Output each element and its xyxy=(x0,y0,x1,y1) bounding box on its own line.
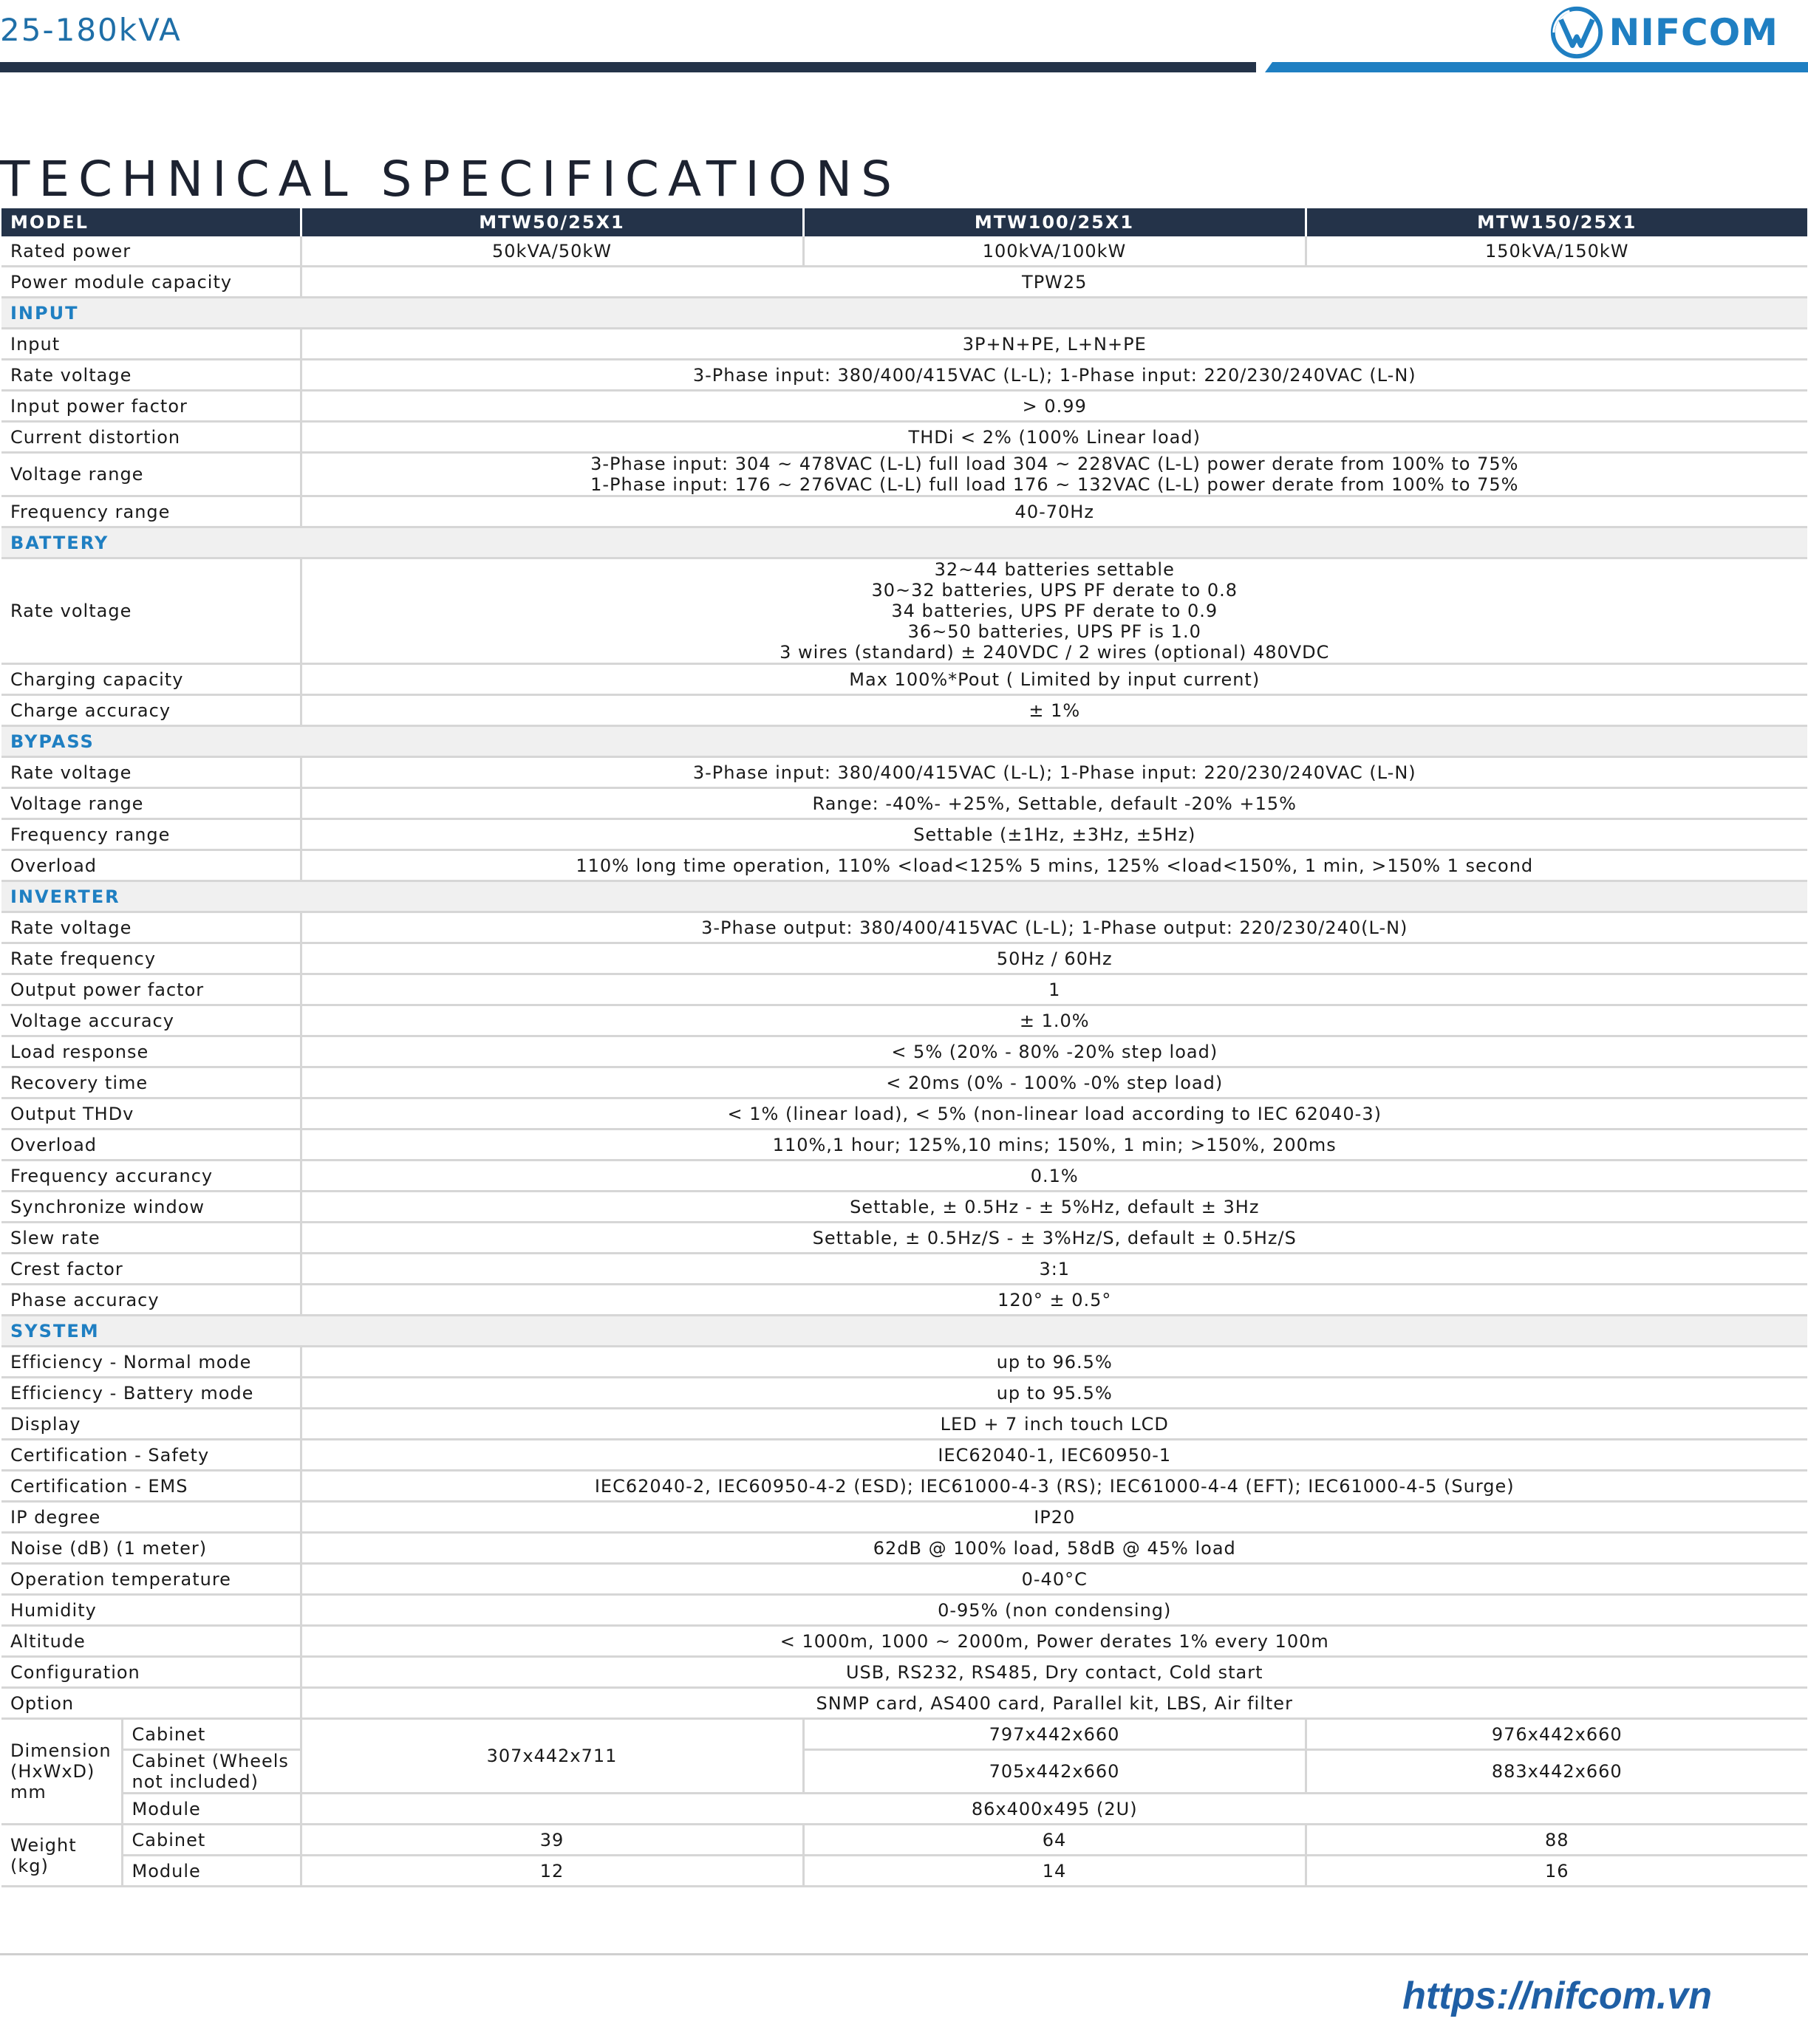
row-label: Power module capacity xyxy=(1,267,301,298)
table-row xyxy=(1,1750,1807,1794)
table-row xyxy=(1,360,1807,391)
cell-value: 16 xyxy=(1306,1856,1807,1887)
cell-value: 40-70Hz xyxy=(301,496,1807,527)
row-label: Recovery time xyxy=(1,1067,301,1098)
table-row xyxy=(1,757,1807,788)
cell-value: > 0.99 xyxy=(301,391,1807,422)
cell-value: < 1% (linear load), < 5% (non-linear load according to IEC 62040-3) xyxy=(301,1098,1807,1129)
cell-line: 36~50 batteries, UPS PF is 1.0 xyxy=(907,621,1201,642)
cell-value: 883x442x660 xyxy=(1306,1750,1807,1794)
nifcom-logo xyxy=(1548,3,1778,62)
row-label: Synchronize window xyxy=(1,1192,301,1223)
table-row xyxy=(1,1254,1807,1285)
table-row xyxy=(1,496,1807,527)
cell-value: 3P+N+PE, L+N+PE xyxy=(301,329,1807,360)
row-label: Certification - EMS xyxy=(1,1471,301,1502)
cell-value: 3:1 xyxy=(301,1254,1807,1285)
cell-value: SNMP card, AS400 card, Parallel kit, LBS, Air filter xyxy=(301,1688,1807,1719)
table-row xyxy=(1,453,1807,496)
cell-value: 39 xyxy=(301,1825,803,1856)
logo-wordmark: NIFCOM xyxy=(1609,11,1778,54)
table-row xyxy=(1,267,1807,298)
cell-value: IEC62040-2, IEC60950-4-2 (ESD); IEC61000-4-3 (RS); IEC61000-4-4 (EFT); IEC61000-4-5 (Surge) xyxy=(301,1471,1807,1502)
row-label: Input xyxy=(1,329,301,360)
cell-value: up to 96.5% xyxy=(301,1347,1807,1378)
cell-value-multiline xyxy=(301,558,1807,664)
table-row xyxy=(1,1036,1807,1067)
table-row xyxy=(1,1098,1807,1129)
cell-line: 3 wires (standard) ± 240VDC / 2 wires (optional) 480VDC xyxy=(780,642,1330,663)
cell-line: 34 batteries, UPS PF derate to 0.9 xyxy=(891,601,1218,621)
section-fill xyxy=(301,1316,1807,1347)
row-label: Output power factor xyxy=(1,974,301,1005)
cell-value: < 5% (20% - 80% -20% step load) xyxy=(301,1036,1807,1067)
table-row xyxy=(1,1161,1807,1192)
table-row xyxy=(1,664,1807,695)
row-label: Rate voltage xyxy=(1,757,301,788)
cell-value: 50Hz / 60Hz xyxy=(301,943,1807,974)
row-label: Charging capacity xyxy=(1,664,301,695)
sub-label: Module xyxy=(122,1794,301,1825)
table-row xyxy=(1,1564,1807,1595)
row-label: Frequency range xyxy=(1,496,301,527)
cell-value: ± 1% xyxy=(301,695,1807,726)
table-row xyxy=(1,1129,1807,1161)
cell-value: 110%,1 hour; 125%,10 mins; 150%, 1 min; >150%, 200ms xyxy=(301,1129,1807,1161)
table-row xyxy=(1,1471,1807,1502)
table-row xyxy=(1,1409,1807,1440)
section-fill xyxy=(301,726,1807,757)
row-label: Voltage accuracy xyxy=(1,1005,301,1036)
section-title: BATTERY xyxy=(1,527,301,558)
cell-value: 86x400x495 (2U) xyxy=(301,1794,1807,1825)
cell-line: 30~32 batteries, UPS PF derate to 0.8 xyxy=(871,580,1238,601)
cell-value: 88 xyxy=(1306,1825,1807,1856)
cell-value: 0-95% (non condensing) xyxy=(301,1595,1807,1626)
row-label: Charge accuracy xyxy=(1,695,301,726)
row-label: Phase accuracy xyxy=(1,1285,301,1316)
cell-value: 307x442x711 xyxy=(301,1719,803,1794)
table-row xyxy=(1,558,1807,664)
section-header-row xyxy=(1,881,1807,912)
row-label: Voltage range xyxy=(1,788,301,819)
section-fill xyxy=(301,881,1807,912)
cell-value: 150kVA/150kW xyxy=(1306,236,1807,267)
table-row xyxy=(1,1067,1807,1098)
table-row xyxy=(1,1626,1807,1657)
table-row xyxy=(1,1533,1807,1564)
cell-value: 120° ± 0.5° xyxy=(301,1285,1807,1316)
sub-label: Cabinet xyxy=(122,1719,301,1750)
cell-value: 14 xyxy=(803,1856,1306,1887)
cell-value: Settable (±1Hz, ±3Hz, ±5Hz) xyxy=(301,819,1807,850)
table-row xyxy=(1,1595,1807,1626)
sub-label: Module xyxy=(122,1856,301,1887)
cell-value: 50kVA/50kW xyxy=(301,236,803,267)
table-row xyxy=(1,912,1807,943)
column-header-mtw100: MTW100/25X1 xyxy=(803,208,1306,236)
table-row xyxy=(1,1192,1807,1223)
row-label: Configuration xyxy=(1,1657,301,1688)
sub-label: Cabinet xyxy=(122,1825,301,1856)
table-row xyxy=(1,1688,1807,1719)
cell-value: THDi < 2% (100% Linear load) xyxy=(301,422,1807,453)
table-row xyxy=(1,1285,1807,1316)
header-band-navy xyxy=(0,62,1256,72)
table-row xyxy=(1,1005,1807,1036)
cell-value: LED + 7 inch touch LCD xyxy=(301,1409,1807,1440)
cell-value: 3-Phase output: 380/400/415VAC (L-L); 1-Phase output: 220/230/240(L-N) xyxy=(301,912,1807,943)
table-row xyxy=(1,329,1807,360)
table-row xyxy=(1,1657,1807,1688)
website-link[interactable]: https://nifcom.vn xyxy=(1402,1975,1712,2017)
row-label: Display xyxy=(1,1409,301,1440)
footer-divider xyxy=(0,1953,1808,1955)
table-row xyxy=(1,850,1807,881)
table-row xyxy=(1,1223,1807,1254)
table-row xyxy=(1,695,1807,726)
table-row xyxy=(1,943,1807,974)
section-title: SYSTEM xyxy=(1,1316,301,1347)
spec-table xyxy=(1,208,1807,1887)
row-label: Crest factor xyxy=(1,1254,301,1285)
row-label: Rate voltage xyxy=(1,558,301,664)
section-fill xyxy=(301,527,1807,558)
cell-value: up to 95.5% xyxy=(301,1378,1807,1409)
section-header-row xyxy=(1,1316,1807,1347)
cell-value: 976x442x660 xyxy=(1306,1719,1807,1750)
section-title: BYPASS xyxy=(1,726,301,757)
table-row xyxy=(1,1856,1807,1887)
cell-value: 12 xyxy=(301,1856,803,1887)
row-label: Humidity xyxy=(1,1595,301,1626)
cell-value: 64 xyxy=(803,1825,1306,1856)
cell-line: 1-Phase input: 176 ~ 276VAC (L-L) full load 176 ~ 132VAC (L-L) power derate from 100% to 75% xyxy=(590,474,1519,495)
row-label: Efficiency - Battery mode xyxy=(1,1378,301,1409)
row-label: Rate voltage xyxy=(1,360,301,391)
row-label: Voltage range xyxy=(1,453,301,496)
table-row xyxy=(1,974,1807,1005)
page-title: TECHNICAL SPECIFICATIONS xyxy=(0,151,901,208)
cell-value: IP20 xyxy=(301,1502,1807,1533)
table-row xyxy=(1,236,1807,267)
cell-value: 0.1% xyxy=(301,1161,1807,1192)
table-row xyxy=(1,1347,1807,1378)
row-label: Operation temperature xyxy=(1,1564,301,1595)
table-row xyxy=(1,819,1807,850)
table-row xyxy=(1,1794,1807,1825)
cell-value-multiline xyxy=(301,453,1807,496)
column-header-mtw50: MTW50/25X1 xyxy=(301,208,803,236)
table-row xyxy=(1,391,1807,422)
cell-value: 3-Phase input: 380/400/415VAC (L-L); 1-Phase input: 220/230/240VAC (L-N) xyxy=(301,360,1807,391)
row-label: Slew rate xyxy=(1,1223,301,1254)
row-label: IP degree xyxy=(1,1502,301,1533)
row-label: Option xyxy=(1,1688,301,1719)
row-label: Certification - Safety xyxy=(1,1440,301,1471)
cell-value: 797x442x660 xyxy=(803,1719,1306,1750)
cell-value: < 20ms (0% - 100% -0% step load) xyxy=(301,1067,1807,1098)
cell-value: Max 100%*Pout ( Limited by input current) xyxy=(301,664,1807,695)
row-label: Efficiency - Normal mode xyxy=(1,1347,301,1378)
cell-value: 3-Phase input: 380/400/415VAC (L-L); 1-Phase input: 220/230/240VAC (L-N) xyxy=(301,757,1807,788)
nifcom-logo-icon xyxy=(1548,4,1606,61)
table-row xyxy=(1,1440,1807,1471)
cell-value: IEC62040-1, IEC60950-1 xyxy=(301,1440,1807,1471)
cell-value: Settable, ± 0.5Hz/S - ± 3%Hz/S, default ± 0.5Hz/S xyxy=(301,1223,1807,1254)
table-row xyxy=(1,1378,1807,1409)
row-label: Current distortion xyxy=(1,422,301,453)
row-label-dimension: Dimension (HxWxD) mm xyxy=(1,1719,122,1825)
column-header-model: MODEL xyxy=(1,208,301,236)
power-range-label: 25-180kVA xyxy=(0,12,182,48)
cell-value: ± 1.0% xyxy=(301,1005,1807,1036)
table-row xyxy=(1,1719,1807,1750)
row-label-weight: Weight (kg) xyxy=(1,1825,122,1887)
row-label: Rate voltage xyxy=(1,912,301,943)
row-label: Overload xyxy=(1,1129,301,1161)
row-label: Output THDv xyxy=(1,1098,301,1129)
row-label: Input power factor xyxy=(1,391,301,422)
section-header-row xyxy=(1,527,1807,558)
cell-value: 1 xyxy=(301,974,1807,1005)
section-header-row xyxy=(1,726,1807,757)
cell-value: 0-40°C xyxy=(301,1564,1807,1595)
row-label: Frequency accurancy xyxy=(1,1161,301,1192)
row-label: Frequency range xyxy=(1,819,301,850)
cell-value: TPW25 xyxy=(301,267,1807,298)
row-label: Rated power xyxy=(1,236,301,267)
row-label: Rate frequency xyxy=(1,943,301,974)
row-label: Noise (dB) (1 meter) xyxy=(1,1533,301,1564)
cell-value: < 1000m, 1000 ~ 2000m, Power derates 1% every 100m xyxy=(301,1626,1807,1657)
section-title: INVERTER xyxy=(1,881,301,912)
cell-value: 62dB @ 100% load, 58dB @ 45% load xyxy=(301,1533,1807,1564)
section-fill xyxy=(301,298,1807,329)
cell-value: 110% long time operation, 110% <load<125% 5 mins, 125% <load<150%, 1 min, >150% 1 second xyxy=(301,850,1807,881)
row-label: Overload xyxy=(1,850,301,881)
row-label: Load response xyxy=(1,1036,301,1067)
table-row xyxy=(1,1502,1807,1533)
table-header-row xyxy=(1,208,1807,236)
section-title: INPUT xyxy=(1,298,301,329)
sub-label: Cabinet (Wheels not included) xyxy=(122,1750,301,1794)
table-row xyxy=(1,788,1807,819)
cell-value: Settable, ± 0.5Hz - ± 5%Hz, default ± 3Hz xyxy=(301,1192,1807,1223)
section-header-row xyxy=(1,298,1807,329)
table-row xyxy=(1,1825,1807,1856)
cell-value: 705x442x660 xyxy=(803,1750,1306,1794)
cell-value: Range: -40%- +25%, Settable, default -20% +15% xyxy=(301,788,1807,819)
column-header-mtw150: MTW150/25X1 xyxy=(1306,208,1807,236)
header-band-blue xyxy=(1265,62,1808,72)
cell-value: 100kVA/100kW xyxy=(803,236,1306,267)
cell-value: USB, RS232, RS485, Dry contact, Cold start xyxy=(301,1657,1807,1688)
cell-line: 3-Phase input: 304 ~ 478VAC (L-L) full load 304 ~ 228VAC (L-L) power derate from 100% to 75% xyxy=(590,454,1519,474)
cell-line: 32~44 batteries settable xyxy=(934,559,1175,580)
table-row xyxy=(1,422,1807,453)
row-label: Altitude xyxy=(1,1626,301,1657)
